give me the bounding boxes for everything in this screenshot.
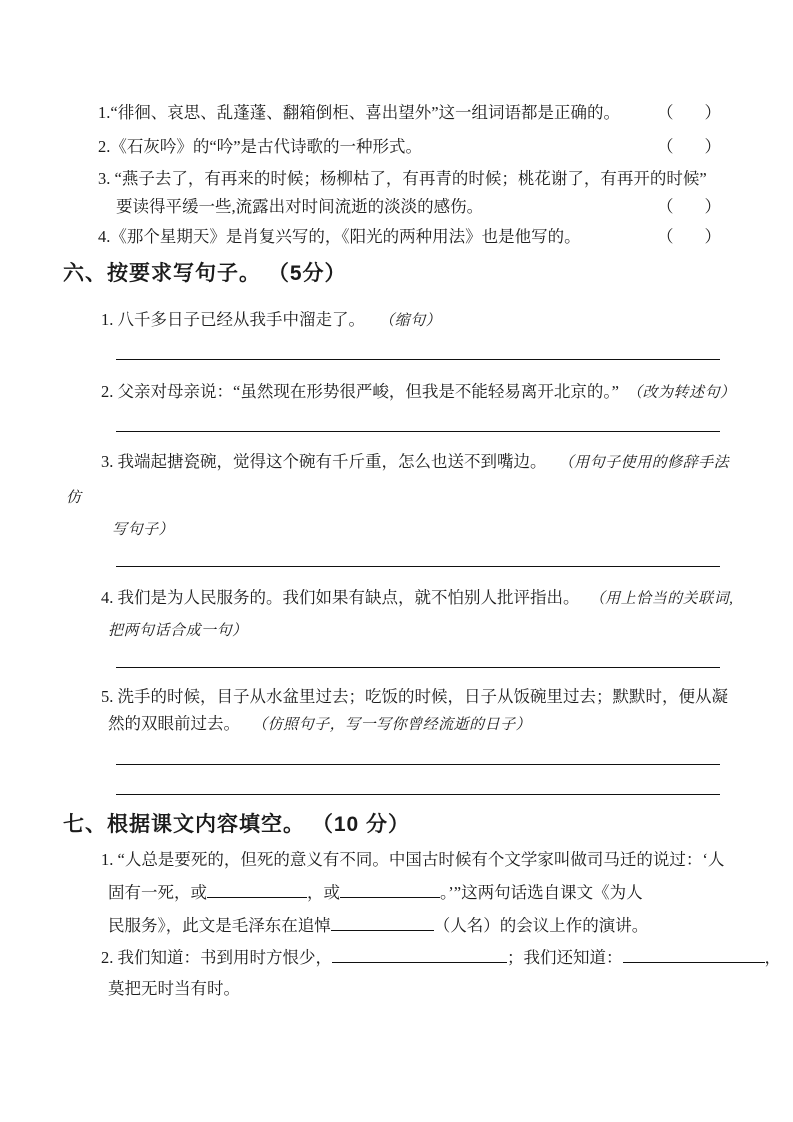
blank-underline bbox=[331, 918, 434, 931]
section6-item-5-text-line2: 然的双眼前过去。 bbox=[108, 714, 240, 733]
bracket-open: （ bbox=[657, 227, 674, 246]
section7-heading bbox=[63, 813, 410, 837]
judgment-item-2 bbox=[98, 138, 422, 157]
section7-item-2-line1 bbox=[101, 949, 781, 968]
answer-line-1 bbox=[116, 359, 720, 360]
bracket-close: ） bbox=[704, 227, 721, 246]
section7-item-2-line2 bbox=[108, 980, 240, 999]
answer-line-4 bbox=[116, 667, 720, 668]
section6-item-2-instruction: （改为转述句） bbox=[627, 385, 736, 401]
judgment-item-3-text-line2: 要读得平缓一些,流露出对时间流逝的淡淡的感伤。 bbox=[116, 197, 484, 216]
blank-underline bbox=[340, 885, 440, 898]
section6-item-1-instruction: （缩句） bbox=[379, 313, 442, 329]
bracket-close: ） bbox=[704, 197, 721, 216]
answer-line-6 bbox=[116, 794, 720, 795]
section6-item-4-instruction-line1: （用上恰当的关联词, bbox=[589, 591, 734, 607]
judgment-item-3-text-line1: 3. “燕子去了，有再来的时候；杨柳枯了，有再青的时候；桃花谢了，有再开的时候” bbox=[98, 169, 707, 188]
section6-item-2 bbox=[101, 383, 736, 402]
judgment-brackets-4 bbox=[657, 228, 721, 247]
section7-item-1-line3-seg1: 民服务》，此文是毛泽东在追悼 bbox=[108, 916, 331, 935]
judgment-brackets-3 bbox=[657, 198, 721, 217]
section6-heading-text: 六、按要求写句子。 （5分） bbox=[63, 262, 347, 285]
section6-item-5-line1 bbox=[101, 688, 728, 707]
answer-line-3 bbox=[116, 566, 720, 567]
judgment-item-1-text: 1.“徘徊、哀思、乱蓬蓬、翻箱倒柜、喜出望外”这一组词语都是正确的。 bbox=[98, 103, 621, 122]
section7-item-1-line2-seg3: 。’”这两句话选自课文《为人 bbox=[440, 883, 643, 902]
section6-item-5-instruction: （仿照句子，写一写你曾经流逝的日子） bbox=[252, 717, 532, 733]
section6-item-4-line1 bbox=[101, 589, 733, 608]
section7-item-2-line1-seg3: ， bbox=[764, 948, 781, 967]
section7-item-1-line3-seg2: （人名）的会议上作的演讲。 bbox=[433, 916, 649, 935]
section6-heading bbox=[63, 262, 347, 286]
section6-item-3-instruction-part2: 写句子） bbox=[112, 522, 175, 538]
judgment-item-1 bbox=[98, 104, 620, 123]
section7-item-1-line2 bbox=[108, 884, 643, 903]
bracket-close: ） bbox=[704, 137, 721, 156]
section6-item-4-instruction-line2: 把两句话合成一句） bbox=[108, 623, 248, 639]
blank-underline bbox=[207, 885, 307, 898]
judgment-item-3-line2 bbox=[116, 198, 483, 217]
blank-underline bbox=[332, 950, 507, 963]
judgment-item-4 bbox=[98, 228, 581, 247]
bracket-open: （ bbox=[657, 137, 674, 156]
bracket-open: （ bbox=[657, 197, 674, 216]
section6-item-4-text: 4. 我们是为人民服务的。我们如果有缺点，就不怕别人批评指出。 bbox=[101, 588, 580, 607]
section7-item-1-line3 bbox=[108, 917, 648, 936]
section7-item-1-line1 bbox=[101, 851, 724, 870]
section7-item-1-line2-seg1: 固有一死，或 bbox=[108, 883, 207, 902]
section6-item-5-text-line1: 5. 洗手的时候，目子从水盆里过去；吃饭的时候，日子从饭碗里过去；默默时，便从凝 bbox=[101, 687, 728, 706]
judgment-item-4-text: 4.《那个星期天》是肖复兴写的，《阳光的两种用法》也是他写的。 bbox=[98, 227, 581, 246]
section6-item-3-text: 3. 我端起搪瓷碗，觉得这个碗有千斤重，怎么也送不到嘴边。 bbox=[101, 452, 547, 471]
blank-underline bbox=[623, 950, 765, 963]
section6-item-3 bbox=[101, 453, 729, 472]
section7-heading-text: 七、根据课文内容填空。 （10 分） bbox=[63, 813, 411, 836]
answer-line-2 bbox=[116, 431, 720, 432]
section6-item-2-text: 2. 父亲对母亲说：“虽然现在形势很严峻，但我是不能轻易离开北京的。” bbox=[101, 382, 619, 401]
section7-item-2-line1-seg2: ；我们还知道： bbox=[507, 948, 623, 967]
bracket-open: （ bbox=[657, 103, 674, 122]
section6-item-3-instruction-part1: （用句子使用的修辞手法 bbox=[558, 455, 730, 471]
section7-item-1-text-line1: 1. “人总是要死的，但死的意义有不同。中国古时候有个文学家叫做司马迁的说过：‘人 bbox=[101, 850, 725, 869]
section6-item-1 bbox=[101, 311, 441, 330]
bracket-close: ） bbox=[704, 103, 721, 122]
section7-item-2-line1-seg1: 2. 我们知道：书到用时方恨少， bbox=[101, 948, 332, 967]
section6-item-1-text: 1. 八千多日子已经从我手中溜走了。 bbox=[101, 310, 365, 329]
section6-item-5-line2 bbox=[108, 715, 531, 734]
section7-item-2-text-line2: 莫把无时当有时。 bbox=[108, 979, 240, 998]
section6-item-3-hanging-char: 仿 bbox=[66, 490, 82, 506]
judgment-brackets-1 bbox=[657, 104, 721, 123]
judgment-item-3-line1 bbox=[98, 170, 707, 189]
section7-item-1-line2-seg2: ，或 bbox=[307, 883, 340, 902]
answer-line-5 bbox=[116, 764, 720, 765]
judgment-brackets-2 bbox=[657, 138, 721, 157]
judgment-item-2-text: 2.《石灰吟》的“吟”是古代诗歌的一种形式。 bbox=[98, 137, 423, 156]
